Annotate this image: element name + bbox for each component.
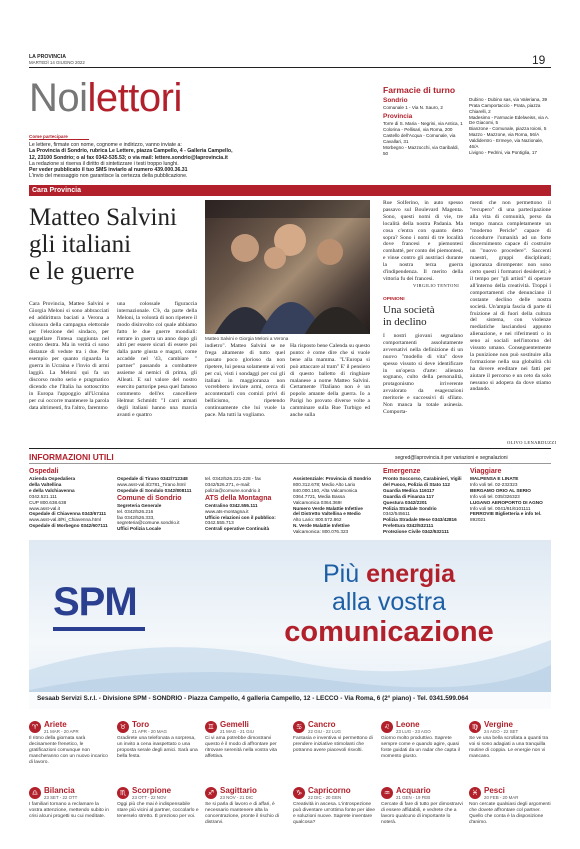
info-line: 840.000.160, Alta Valcamonica: [293, 487, 358, 493]
section-title-lettori: lettori: [87, 76, 182, 120]
sign-name: Cancro: [308, 720, 336, 729]
info-head: ATS della Montagna: [205, 494, 272, 502]
info-line: Prefettura 0342/532111: [383, 523, 434, 529]
info-line: del Distretto Valtellina e Medio: [293, 511, 361, 517]
gemini-icon: ♊: [205, 721, 217, 733]
info-line: www.asst-val.it/Ri_Chiavenna.html: [29, 517, 101, 523]
horoscope-acquario: [381, 786, 463, 826]
info-line: Info voli tel. 0041/91/6101111: [470, 505, 531, 511]
sign-name: Ariete: [44, 720, 67, 729]
sign-dates: 21 MAR - 20 APR: [44, 729, 79, 734]
aries-icon: ♈: [29, 721, 41, 733]
photo-caption: Matteo Salvini e Giorgia Meloni a Verona: [205, 336, 289, 341]
contact-line: La redazione si riserva il diritto di sintetizzare i testi troppo lunghi.: [29, 160, 179, 167]
sign-dates: 23 NOV - 21 DIC: [220, 795, 254, 800]
page-number: 19: [532, 53, 546, 67]
spm-advertisement[interactable]: [29, 540, 551, 709]
ad-slogan-line3: comunicazione: [284, 616, 494, 648]
info-line: LUGANO AEROPORTO DI AGNO: [470, 499, 543, 505]
info-line: Pronto Soccorso, Carabinieri, Vigili: [383, 476, 462, 481]
horoscope-sagittario: [205, 786, 287, 826]
ad-slogan: [244, 560, 534, 648]
info-line: www.asst-val.it/2781_Tirano.html: [117, 481, 186, 487]
info-line: Ospedale di Tirano 0342/712348: [117, 476, 188, 481]
horoscope-pesci: [469, 786, 551, 826]
contact-line: Per veder pubblicato il tuo SMS inviarlo al numero 439.000.36.31: [29, 167, 188, 174]
sign-name: Acquario: [396, 786, 431, 795]
info-line: Questura 0342/2201: [383, 499, 428, 505]
info-col-comune: [117, 476, 202, 532]
headline-line: e le guerre: [29, 258, 135, 285]
taurus-icon: ♉: [117, 721, 129, 733]
horoscope-capricorno: [293, 786, 375, 826]
leo-icon: ♌: [381, 721, 393, 733]
opinion-headline-line: in declino: [383, 316, 427, 328]
info-line: N. Verde Malattie Infettive: [293, 523, 350, 529]
info-line: Alto Lario: 800.572.862: [293, 517, 342, 523]
article-photo: [205, 200, 370, 334]
sign-dates: 22 GIU - 22 LUG: [308, 729, 341, 734]
pharmacy-entry: Comunale 1 - Via N. Sauro, 2: [383, 105, 443, 111]
sign-dates: 21 GEN - 19 FEB: [396, 795, 431, 800]
info-line: Protezione Civile 0342/532111: [383, 529, 449, 535]
info-line: Ospedale di Chiavenna 0343/67111: [29, 511, 107, 517]
pharmacies-title: Farmacie di turno: [383, 85, 456, 95]
horoscope-gemelli: [205, 720, 287, 760]
info-rule: [29, 448, 551, 449]
info-head: Viaggiare: [470, 468, 502, 475]
article-col-5: Rue Solferino, in auto spesso passavo sul Boulevard Magenta. Sono, questi nomi di vie, tre località della nostra Padania. Ma cosa c'entra con quanto detto sopra? Sono i nomi di tre località dove francesi e piemontesi combatté, per conto dei piemontesi, e vinse contro gli austriaci durante la nostra terza guerra d'indipendenza. Il merito della vittoria fu dei francesi.: [383, 200, 463, 282]
sign-dates: 23 SET - 22 OTT: [44, 795, 78, 800]
article-col-4: Ha risposto bene Calenda su questo punto: è come dire che si vuole bene alla mamma. "L'Europa si può attaccare al tram" E' il pensiero di questo balletto di ringhiare malanese a nome Matteo Salvini. Certamente l'Italiano non è un popolo amante della guerra. Io a Parigi ho provato diverse volte a camminare sulla Rue Turbigo ed anche sulla: [290, 343, 370, 419]
info-line: 0342.555.713: [205, 520, 234, 526]
info-col-hospitals: [29, 467, 114, 529]
pharmacy-entry: Bianzone - Comunale, piazza Ioioni, 5: [469, 126, 547, 132]
info-line: Centrali operative Continuità: [205, 526, 270, 532]
sign-name: Toro: [132, 720, 150, 729]
info-line: CUP 800.638.638: [29, 499, 67, 505]
headline-line: gli italiani: [29, 231, 132, 258]
sign-dates: 23 LUG - 23 AGO: [396, 729, 431, 734]
info-line: Valcamonica 0364.369I: [293, 499, 342, 505]
info-line: Polizia Stradale Mese 0343/42816: [383, 517, 457, 523]
sign-dates: 20 FEB - 20 MAR: [484, 795, 519, 800]
sign-dates: 21 MAG - 21 GIU: [220, 729, 254, 734]
horoscope-ariete: [29, 720, 111, 766]
info-line: Polizia Stradale Sondrio: [383, 505, 437, 511]
sagittarius-icon: ♐: [205, 787, 217, 799]
pharmacy-entry: Prata Camportaccio - Prata, piazza Chiarelli, 2: [469, 102, 541, 114]
info-line: MALPENSA E LINATE: [470, 476, 519, 481]
section-title: [29, 75, 182, 121]
info-line: Ospedale di Morbegno 0342/607111: [29, 523, 108, 529]
horoscope-toro: [117, 720, 199, 760]
ad-slogan-pre: Più: [322, 560, 367, 588]
opinion-headline: [383, 304, 435, 328]
contact-box: [29, 134, 329, 180]
info-col-ats: [205, 476, 290, 532]
info-line: segreteria@comune.sondrio.it: [117, 520, 180, 526]
info-line: 0364.7721, Media Bassa: [293, 493, 345, 499]
section-title-noi: Noi: [29, 76, 88, 120]
sign-name: Sagittario: [220, 786, 257, 795]
sign-text: Giorno molto produttivo. Saprete sempre come e quando agire, quasi foste guidati da un radar che capta il momento giusto.: [381, 736, 460, 759]
info-email-note: segred@laprovincia.it per variazioni e segnalazioni: [395, 455, 508, 461]
horoscope-cancro: [293, 720, 375, 754]
info-line: Assistenziale: Provincia di Sondrio: [293, 476, 372, 481]
info-head: Comune di Sondrio: [117, 494, 182, 502]
article-signature: VIRGILIO TENTONI: [413, 283, 460, 288]
info-line: della Valtellina: [29, 481, 62, 487]
masthead: [29, 54, 85, 65]
contact-line: 12, 23100 Sondrio; o al fax 0342-535.53; o via mail: lettere.sondrio@laprovincia.it: [29, 154, 228, 161]
sign-name: Capricorno: [308, 786, 351, 795]
horoscope-leone: [381, 720, 463, 760]
info-line: Guardia Medica 116117: [383, 487, 435, 493]
pharmacy-entry: Livigno - Pedrini, via Pontiglia, 17: [469, 149, 537, 155]
info-line: www.asst-val.it: [29, 505, 60, 511]
info-line: polizia@comune.sondrio.it: [205, 487, 261, 493]
info-line: Azienda Ospedaliera: [29, 476, 76, 481]
info-title: INFORMAZIONI UTILI: [29, 452, 114, 462]
sign-text: Se ve una bella scrollata a quanti tra voi si sono adagiati a una tranquilla routine di coppia. Le energie non vi mancano.: [469, 736, 549, 759]
opinion-label: OPINIONI: [383, 297, 405, 302]
article-col-3: indietro". Matteo Salvini se ne frega altamente di tutto quel passato poco glorioso da non ripetere, lui pensa solamente ai voti per cui, visti i sondaggi per cui gli italiani in maggioranza non vorrebbero inviare armi, cerca di accontentarli con comizi privi di bellicismo, ripetendo continuamente che lui vuole la pace. Ma tutti la vogliamo.: [205, 343, 285, 419]
info-line: Valcamonica: 800.076.323: [293, 529, 349, 535]
sign-name: Bilancia: [44, 786, 75, 795]
pharmacy-entry: Castello dell'Acqua - Comunale, via Cavallari, 31: [383, 133, 456, 144]
info-line: e della Valchiavenna: [29, 487, 75, 493]
info-line: 0342/545611: [383, 511, 411, 517]
info-line: Uffici Polizia Locale: [117, 526, 162, 532]
info-line: Centralino 0342.555.111: [205, 502, 258, 508]
contact-line: L'invio del messaggio non garantisce la certezza della pubblicazione.: [29, 173, 188, 180]
info-line: Segreteria Generale: [117, 502, 162, 508]
article-col-2: una colossale figuraccia internazionale. C'è, da parte della Meloni, la volontà di non ripetere il modo disinvolto col quale abbiamo fatto le due guerre mondiali: entrare in guerra un anno dopo gli altri per essere sicuri di essere poi dalla parte giusta e magari, come accadde nel '43, cambiare " partner" passando a combattere assieme ai nemici di prima, gli Alleati. E sul valore del nostro esercito partoripe pesa quel famoso commento dell'ex cancelliere Helmut Schmidt: "I carri armati degli italiani hanno una marcia avanti e quattro: [117, 301, 197, 418]
pharmacy-entry: Mazzo - Mazzone, via Roma, 56/A: [469, 132, 540, 138]
info-line: Info voli tel. 02-232323: [470, 481, 518, 487]
info-line: Ufficio relazioni con il pubblico:: [205, 514, 276, 520]
info-col-emergencies: [383, 467, 468, 535]
info-subrule: [29, 463, 551, 464]
contact-line: La Provincia di Sondrio, rubrica Le Lettere, piazza Campello, 4 - Galleria Campello,: [29, 148, 233, 155]
sign-text: Gradirete una telefonata a sorpresa, un invito a cena inaspettato o una proposta serale degli amici. Sarà una bella festa.: [117, 736, 198, 759]
info-line: del Fuoco, Polizia di Stato 112: [383, 481, 450, 487]
headline-line: Matteo Salvini: [29, 204, 177, 231]
pharmacy-entry: Madesimo - Farmacie Edelweiss, via A. De Giacomi, 5: [469, 114, 550, 126]
photo-crowd-illustration: [205, 200, 370, 334]
info-line: 0342/526.271, e-mail:: [205, 481, 251, 487]
sign-text: Creatività in ascesa. L'introspezione può diventare un'ottima fonte per idee e soluzioni nuove. Saprete inventare qualcosa?: [293, 802, 375, 825]
pisces-icon: ♓: [469, 787, 481, 799]
top-rule: [29, 67, 551, 68]
ad-logo-underline: [53, 627, 145, 631]
info-head: Emergenze: [383, 468, 421, 475]
info-line: 0342.521.111: [29, 493, 57, 499]
aquarius-icon: ♒: [381, 787, 393, 799]
opinion-col-b: menti che non permettono il "recupero" di una partecipazione alla vita di comunità, perso da tempo manca completamente un "moderno Pericle" capace di ricondurre l'umanità ad un forte discernimento capace di costruire un "nuovo procedere". Saccenti maestri, gruppi disciplinati; ignoranza dirompente: non sono certo questi i formatori desiderati; è il tempo per "gli artisti" di operare all'interno della creatività. Troppi i comportamenti che denunciano il costante declino delle nostra società. Un'ampia fascia di parte di fruizione al di fuori della cultura del sistema, con violenze mediatiche lasciandosi appunto alienazione, e nei riferimenti o in seno ai sociali nell'intorno del vissuto umano. Conseguentemente la punizione non può sostituire alla formazione nella sua globalità chi ha dovere ereditare nei fatti per aiutare il percorso e un ceto da solo nessuno si adopera da dove stiamo andando.: [470, 200, 551, 393]
article-col-1: Cara Provincia, Matteo Salvini e Giorgia Meloni si sono abbracciati ed addirittura baciati a Verona a chiusura della campagna elettorale per l'elezione del sindaco, per suggellare l'intesa raggiunta nel centro destra. Ma in verità ci sono distanze di vedute tra i due. Per esempio per quanto riguarda la guerra in Ucraina e l'invio di armi laggiù. La Meloni qui fa un discorso molto serio e pragmatico dicendo che l'Italia ha sottoscritto in Europa l'appoggio all'Ucraina per cui occorre mantenere la parola data altrimenti, fra l'altro, faremmo: [29, 301, 109, 411]
info-line: BERGAMO ORIO AL SERIO: [470, 487, 531, 493]
pharmacy-entry: Colorina - Pellisari, via Roma, 200: [383, 127, 453, 133]
pharmacy-entry: Torre di S. Maria - Negrini, via Antica, 1: [383, 121, 463, 127]
sign-dates: 21 APR - 20 MAG: [132, 729, 167, 734]
ad-slogan-highlight: energia: [366, 560, 456, 588]
sign-text: Ci vi ama potrebbe dimostrarvi questo è il modo di affrontare per ritrovare serenità nella vostra vita affettiva.: [205, 736, 278, 759]
sign-name: Scorpione: [132, 786, 172, 795]
pharmacies-head-sondrio: Sondrio: [383, 97, 408, 104]
info-line: tel. 0342/526.216: [117, 508, 154, 514]
pharmacy-entry: Dubino - Dubino sas, via Valeriana, 39: [469, 97, 548, 102]
contact-label: Come partecipare: [29, 134, 89, 140]
pharmacy-entry: Morbegno - Mazzocchi, via Garibaldi, 50: [383, 144, 459, 156]
ad-logo: SPM: [53, 580, 137, 624]
info-line: Info voli tel. 035/326323: [470, 493, 520, 499]
horoscope-bilancia: [29, 786, 111, 820]
sign-name: Leone: [396, 720, 420, 729]
issue-date: MARTEDÌ 14 GIUGNO 2022: [29, 60, 85, 65]
virgo-icon: ♍: [469, 721, 481, 733]
info-line: fax 0342/526.333,: [117, 514, 155, 520]
section-bar: Cara Provincia: [29, 185, 551, 196]
sign-name: Gemelli: [220, 720, 249, 729]
horoscope-scorpione: [117, 786, 199, 820]
sign-text: Oggi più che mai è indispensabile stare più vicini al partner, coccolarlo e tenerselo stretto. È prezioso per voi.: [117, 802, 199, 819]
info-col-assistance: [293, 476, 381, 535]
info-line: Ospedale di Sondalo 0342/808111: [117, 487, 192, 493]
sign-text: I familiari tornano a reclamare la vostra attenzione, mettendo subito in crisi alcuni progetti su cui meditate.: [29, 802, 109, 819]
ad-slogan-line2: alla vostra: [332, 588, 446, 616]
info-line: www.ats-montagna.it: [205, 508, 249, 514]
sign-text: Se si parla di lavoro e di affari, è necessario mantenere alta la concentrazione, pronte il rischio di distrarvi.: [205, 802, 279, 825]
info-head: Ospedali: [29, 468, 59, 475]
sign-text: Il ritmo della giornata sarà decisamente frenetico, le gratificazioni comunque non mancheranno con un nuovo incarico di lavoro.: [29, 736, 108, 765]
opinion-col-a: I nostri giovani segnalano comportamenti assolutamente avversativi nella definizione di un nuovo "modello di vita" dove spesso vissuto si deve identificare in un'opera d'arte: alienato sognano, culto della personalità, protagonismo irriverente avvalorato da esagerazioni meritorie e successivi di sfilato. Non manca la totale asinesia. Comporta-: [383, 333, 463, 415]
ad-footer: Sesaab Servizi S.r.l. - Divisione SPM - SONDRIO - Piazza Campello, 4 galleria Campello, 12 - LECCO - Via Roma, 6 (2° piano) - Tel. 0341.599.064: [37, 695, 469, 702]
pharmacies-box: [383, 85, 553, 190]
sign-text: Fantasia e inventiva vi permettono di prendere iniziative stimolanti che potranno avere piacevoli risvolti.: [293, 736, 373, 753]
sign-name: Pesci: [484, 786, 505, 795]
sign-dates: 24 AGO - 22 SET: [484, 729, 519, 734]
opinion-signature: OLIVO LENARDUZZI: [507, 440, 557, 445]
pharmacy-entry: Valdidentro - Ermeye, via Nazionale, 46/A: [469, 138, 544, 149]
sign-dates: 23 OTT - 22 NOV: [132, 795, 167, 800]
info-line: tel. 0342/526.221-228 - fax: [205, 476, 262, 481]
libra-icon: ♎: [29, 787, 41, 799]
contact-line: Le lettere, firmate con nome, cognome e indirizzo, vanno inviate a:: [29, 142, 182, 148]
info-line: FERROVIE Biglietteria e info tel.: [470, 511, 542, 517]
info-line: Guardia di Finanza 117: [383, 493, 434, 499]
info-line: 892021: [470, 517, 486, 523]
pharmacies-head-provincia: Provincia: [383, 112, 413, 120]
sign-dates: 22 DIC - 20 GEN: [308, 795, 342, 800]
capricorn-icon: ♑: [293, 787, 305, 799]
horoscope-vergine: [469, 720, 551, 760]
info-line: Numero Verde Malattie Infettive: [293, 505, 363, 511]
article-headline: [29, 204, 177, 285]
cancer-icon: ♋: [293, 721, 305, 733]
sign-text: Cercate di fare di tutto per dimostrarvi di essere affidabili, e vedrete che a lavoro qualcuno di importante lo noterà.: [381, 802, 463, 825]
info-col-travel: [470, 467, 551, 523]
scorpio-icon: ♏: [117, 787, 129, 799]
sign-text: Non cercate qualsiasi degli argomenti che dovete affrontare col partner. Quello che conta è la disposizione d'animo.: [469, 802, 551, 825]
info-line: 800.312.678; Medio Alto Lario: [293, 481, 356, 487]
sign-name: Vergine: [484, 720, 513, 729]
opinion-headline-line: Una società: [383, 304, 435, 316]
paper-name: LA PROVINCIA: [29, 54, 66, 60]
